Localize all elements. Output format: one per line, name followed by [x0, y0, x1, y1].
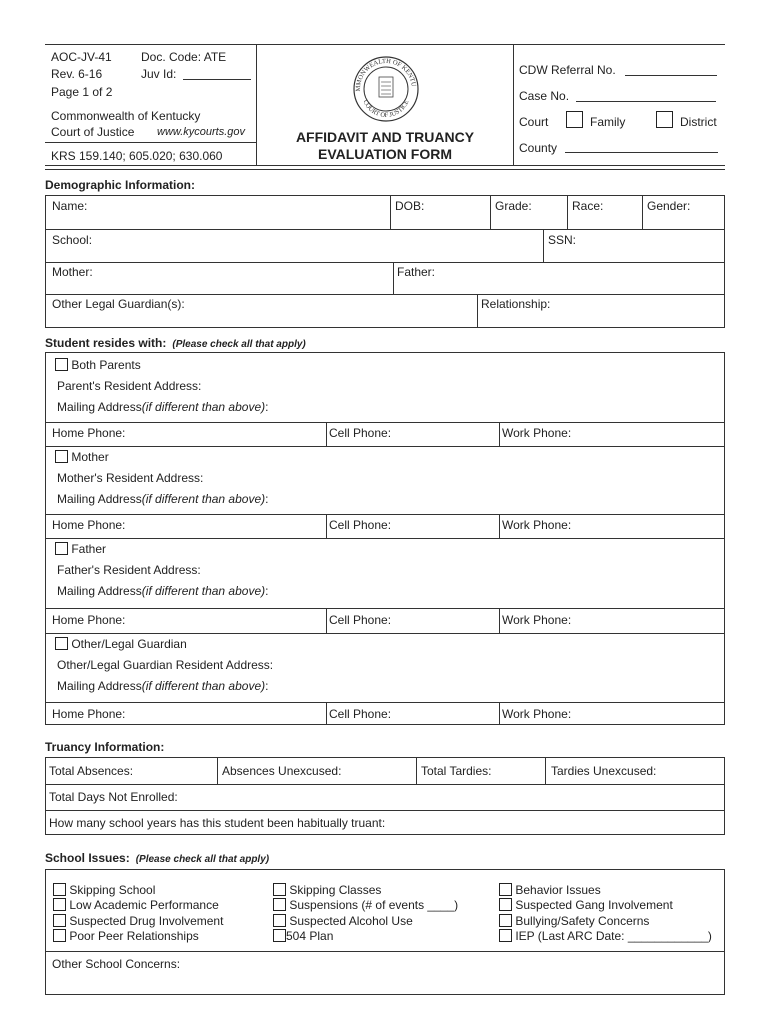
form-title-line1: AFFIDAVIT AND TRUANCY: [295, 129, 475, 145]
guardian-checkbox[interactable]: [55, 637, 68, 650]
race-label: Race:: [572, 199, 604, 213]
issue-alcohol-use[interactable]: Suspected Alcohol Use: [273, 914, 413, 928]
issue-gang-involvement[interactable]: Suspected Gang Involvement: [499, 898, 673, 912]
other-concerns-label: Other School Concerns:: [52, 957, 181, 971]
truancy-title: Truancy Information:: [45, 740, 165, 754]
svg-text:COMMONWEALTH OF KENTUCKY: MMONWEALTH OF KENTU: [354, 57, 417, 92]
issue-checkbox[interactable]: [499, 898, 512, 911]
mother-home-phone-label: Home Phone:: [52, 518, 126, 532]
both-parents-option[interactable]: Both Parents: [55, 358, 141, 372]
issue-checkbox[interactable]: [499, 883, 512, 896]
father-home-phone-label: Home Phone:: [52, 613, 126, 627]
issue-suspensions[interactable]: Suspensions (# of events ____): [273, 898, 458, 912]
issue-checkbox[interactable]: [499, 929, 512, 942]
mother-option[interactable]: Mother: [55, 450, 109, 464]
issue-iep[interactable]: IEP (Last ARC Date: ____________): [499, 929, 712, 943]
district-label: District: [680, 115, 717, 129]
cdw-referral-label: CDW Referral No.: [519, 63, 616, 77]
days-not-enrolled-label: Total Days Not Enrolled:: [49, 790, 178, 804]
grade-label: Grade:: [495, 199, 532, 213]
form-id: AOC-JV-41: [51, 50, 112, 64]
juv-id-field[interactable]: [183, 79, 251, 80]
absences-unexcused-label: Absences Unexcused:: [222, 764, 342, 778]
issue-checkbox[interactable]: [53, 929, 66, 942]
doc-code: Doc. Code: ATE: [141, 50, 227, 64]
dob-label: DOB:: [395, 199, 425, 213]
guardian-home-phone-label: Home Phone:: [52, 707, 126, 721]
issue-checkbox[interactable]: [273, 929, 286, 942]
father-option[interactable]: Father: [55, 542, 106, 556]
parents-resident-address-label: Parent's Resident Address:: [57, 379, 202, 393]
guardian-resident-address-label: Other/Legal Guardian Resident Address:: [57, 658, 274, 672]
guardian-option[interactable]: Other/Legal Guardian: [55, 637, 187, 651]
guardian-cell-phone-label: Cell Phone:: [329, 707, 392, 721]
issue-bullying-safety[interactable]: Bullying/Safety Concerns: [499, 914, 649, 928]
commonwealth: Commonwealth of Kentucky: [51, 109, 201, 123]
page-number: Page 1 of 2: [51, 85, 113, 99]
form-title-line2: EVALUATION FORM: [317, 146, 453, 162]
cdw-referral-field[interactable]: [625, 75, 717, 76]
family-label: Family: [590, 115, 626, 129]
family-court-checkbox[interactable]: [566, 111, 583, 128]
court-type-label: Court: [519, 115, 549, 129]
ssn-label: SSN:: [548, 233, 577, 247]
statutes: KRS 159.140; 605.020; 630.060: [51, 149, 223, 163]
issue-checkbox[interactable]: [53, 883, 66, 896]
issue-peer-relationships[interactable]: Poor Peer Relationships: [53, 929, 199, 943]
mother-work-phone-label: Work Phone:: [502, 518, 572, 532]
issue-checkbox[interactable]: [273, 883, 286, 896]
other-guardian-label: Other Legal Guardian(s):: [52, 297, 185, 311]
demographic-title: Demographic Information:: [45, 178, 196, 192]
father-work-phone-label: Work Phone:: [502, 613, 572, 627]
guardian-work-phone-label: Work Phone:: [502, 707, 572, 721]
website: www.kycourts.gov: [157, 126, 246, 138]
both-parents-checkbox[interactable]: [55, 358, 68, 371]
father-cell-phone-label: Cell Phone:: [329, 613, 392, 627]
name-label: Name:: [52, 199, 88, 213]
mother-label: Mother:: [52, 265, 93, 279]
issue-checkbox[interactable]: [53, 898, 66, 911]
school-issues-title: School Issues: (Please check all that apply): [45, 851, 270, 865]
resides-title: Student resides with: (Please check all that apply): [45, 336, 306, 350]
issue-behavior[interactable]: Behavior Issues: [499, 883, 601, 897]
case-no-field[interactable]: [576, 101, 716, 102]
court-of-justice: Court of Justice: [51, 125, 135, 139]
issue-skipping-school[interactable]: Skipping School: [53, 883, 155, 897]
guardian-mailing-address-label: Mailing Address(if different than above):: [57, 679, 269, 693]
habitually-truant-label: How many school years has this student been habitually truant:: [49, 816, 386, 830]
issue-checkbox[interactable]: [273, 914, 286, 927]
issue-drug-involvement[interactable]: Suspected Drug Involvement: [53, 914, 223, 928]
juv-id-label: Juv Id:: [141, 67, 177, 81]
mother-checkbox[interactable]: [55, 450, 68, 463]
county-field[interactable]: [565, 152, 718, 153]
total-absences-label: Total Absences:: [49, 764, 134, 778]
issue-low-academic[interactable]: Low Academic Performance: [53, 898, 219, 912]
issue-504-plan[interactable]: 504 Plan: [273, 929, 333, 943]
tardies-unexcused-label: Tardies Unexcused:: [551, 764, 657, 778]
school-label: School:: [52, 233, 93, 247]
parents-mailing-address-label: Mailing Address(if different than above):: [57, 400, 269, 414]
district-court-checkbox[interactable]: [656, 111, 673, 128]
mother-resident-address-label: Mother's Resident Address:: [57, 471, 204, 485]
mother-mailing-address-label: Mailing Address(if different than above):: [57, 492, 269, 506]
issue-checkbox[interactable]: [499, 914, 512, 927]
father-label: Father:: [397, 265, 436, 279]
kentucky-seal: [352, 55, 420, 123]
father-mailing-address-label: Mailing Address(if different than above):: [57, 584, 269, 598]
parents-home-phone-label: Home Phone:: [52, 426, 126, 440]
svg-text:COURT OF JUSTICE: COURT OF JUSTICE: [361, 99, 411, 120]
mother-cell-phone-label: Cell Phone:: [329, 518, 392, 532]
school-issues-table: [45, 869, 725, 995]
issue-checkbox[interactable]: [273, 898, 286, 911]
gender-label: Gender:: [647, 199, 691, 213]
issue-skipping-classes[interactable]: Skipping Classes: [273, 883, 381, 897]
parents-work-phone-label: Work Phone:: [502, 426, 572, 440]
truancy-table: [45, 757, 725, 835]
father-checkbox[interactable]: [55, 542, 68, 555]
revision: Rev. 6-16: [51, 67, 103, 81]
father-resident-address-label: Father's Resident Address:: [57, 563, 201, 577]
resides-table: [45, 352, 725, 725]
total-tardies-label: Total Tardies:: [421, 764, 492, 778]
case-no-label: Case No.: [519, 89, 570, 103]
parents-cell-phone-label: Cell Phone:: [329, 426, 392, 440]
issue-checkbox[interactable]: [53, 914, 66, 927]
relationship-label: Relationship:: [481, 297, 551, 311]
county-label: County: [519, 141, 558, 155]
demographic-table: [45, 195, 725, 328]
